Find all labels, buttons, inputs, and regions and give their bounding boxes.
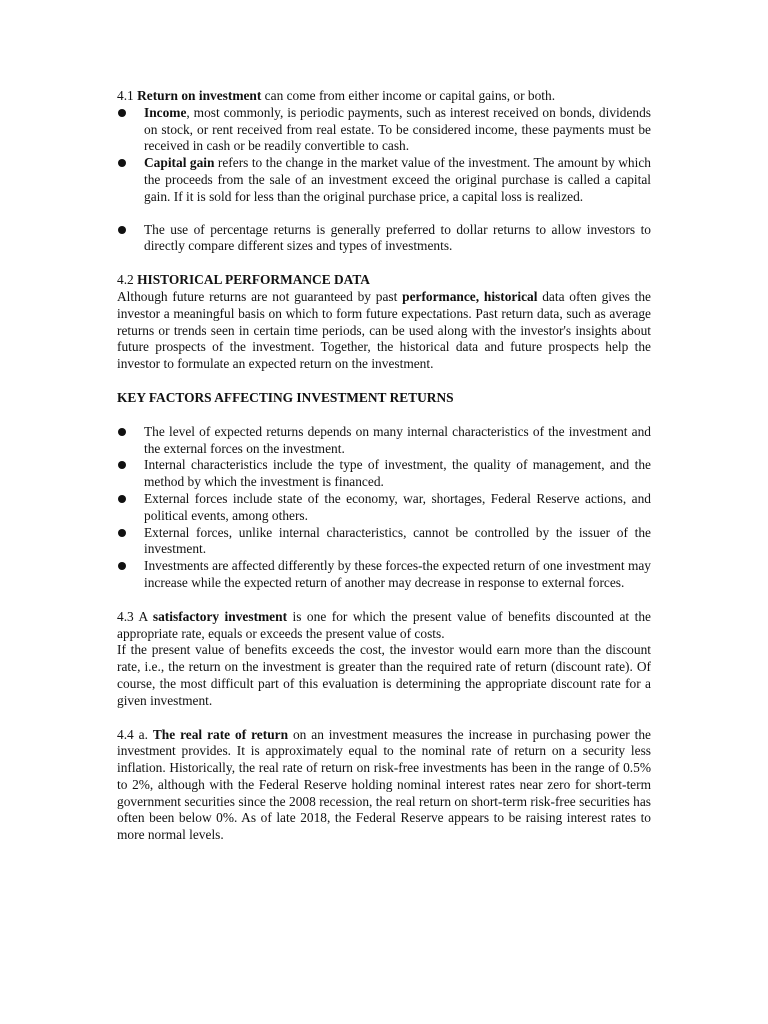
bullet-capital-gain: Capital gain refers to the change in the market value of the investment. The amount by which the proceeds from the sale of an investment exceed the original purchase is called a capital gain. If it is sold for less than the original purchase price, a capital loss is realized. — [117, 155, 651, 205]
bullet-dot-icon — [118, 562, 126, 570]
bullet-dot-icon — [118, 495, 126, 503]
term-return-on-investment: Return on investment — [137, 88, 262, 103]
bullet-dot-icon — [118, 159, 126, 167]
bullet-percentage-returns: The use of percentage returns is generally preferred to dollar returns to allow investors to directly compare different sizes and types of investments. — [117, 222, 651, 256]
list-item: Investments are affected differently by these forces-the expected return of one investment may increase while the expected return of another may decrease in response to external forces. — [117, 558, 651, 592]
section-4-1-bullets — [117, 105, 651, 206]
list-item: External forces include state of the economy, war, shortages, Federal Reserve actions, and political events, among others. — [117, 491, 651, 525]
section-4-2-paragraph: Although future returns are not guaranteed by past performance, historical data often gives the investor a meaningful basis on which to form future expectations. Past return data, such as average returns or trends seen in certain time periods, can be used along with the investor's insights about future prospects of the investment. Together, the historical data and future prospects help the investor to formulate an expected return on the investment. — [117, 288, 651, 372]
bullet-dot-icon — [118, 109, 126, 117]
section-4-3-paragraph-2: If the present value of benefits exceeds the cost, the investor would earn more than the discount rate, i.e., the return on the investment is greater than the required rate of return (discount rate). Of course, the most difficult part of this evaluation is determining the appropriate discount rate for a given investment. — [117, 642, 651, 708]
section-4-2-heading: 4.2 HISTORICAL PERFORMANCE DATA — [117, 272, 370, 288]
key-factors-bullets — [117, 424, 651, 592]
key-factors-heading: KEY FACTORS AFFECTING INVESTMENT RETURNS — [117, 389, 454, 405]
list-item: The level of expected returns depends on many internal characteristics of the investment and the external forces on the investment. — [117, 424, 651, 458]
section-4-1-intro: 4.1 Return on investment can come from either income or capital gains, or both. — [117, 88, 556, 103]
list-item: Internal characteristics include the type of investment, the quality of management, and the method by which the investment is financed. — [117, 457, 651, 491]
bullet-dot-icon — [118, 529, 126, 537]
bullet-dot-icon — [118, 226, 126, 234]
bullet-income: Income, most commonly, is periodic payments, such as interest received on bonds, dividends on stock, or rent received from real estate. To be considered income, these payments must be received in cash or be readily convertible to cash. — [117, 105, 651, 155]
list-item: External forces, unlike internal characteristics, cannot be controlled by the issuer of the investment. — [117, 525, 651, 559]
section-4-3-paragraph: 4.3 A satisfactory investment is one for which the present value of benefits discounted at the appropriate rate, equals or exceeds the present value of costs. — [117, 608, 651, 641]
document-body — [117, 88, 651, 844]
section-4-4-paragraph: 4.4 a. The real rate of return on an investment measures the increase in purchasing power the investment provides. It is approximately equal to the nominal rate of return on a security less inflation. Historically, the real rate of return on risk-free investments has been in the range of 0.5% to 2%, although with the Federal Reserve holding nominal interest rates near zero for short-term government securities since the 2008 recession, the real return on short-term risk-free securities has often been below 0%. As of late 2018, the Federal Reserve appears to be raising interest rates to more normal levels. — [117, 726, 651, 843]
bullet-dot-icon — [118, 461, 126, 469]
bullet-dot-icon — [118, 428, 126, 436]
